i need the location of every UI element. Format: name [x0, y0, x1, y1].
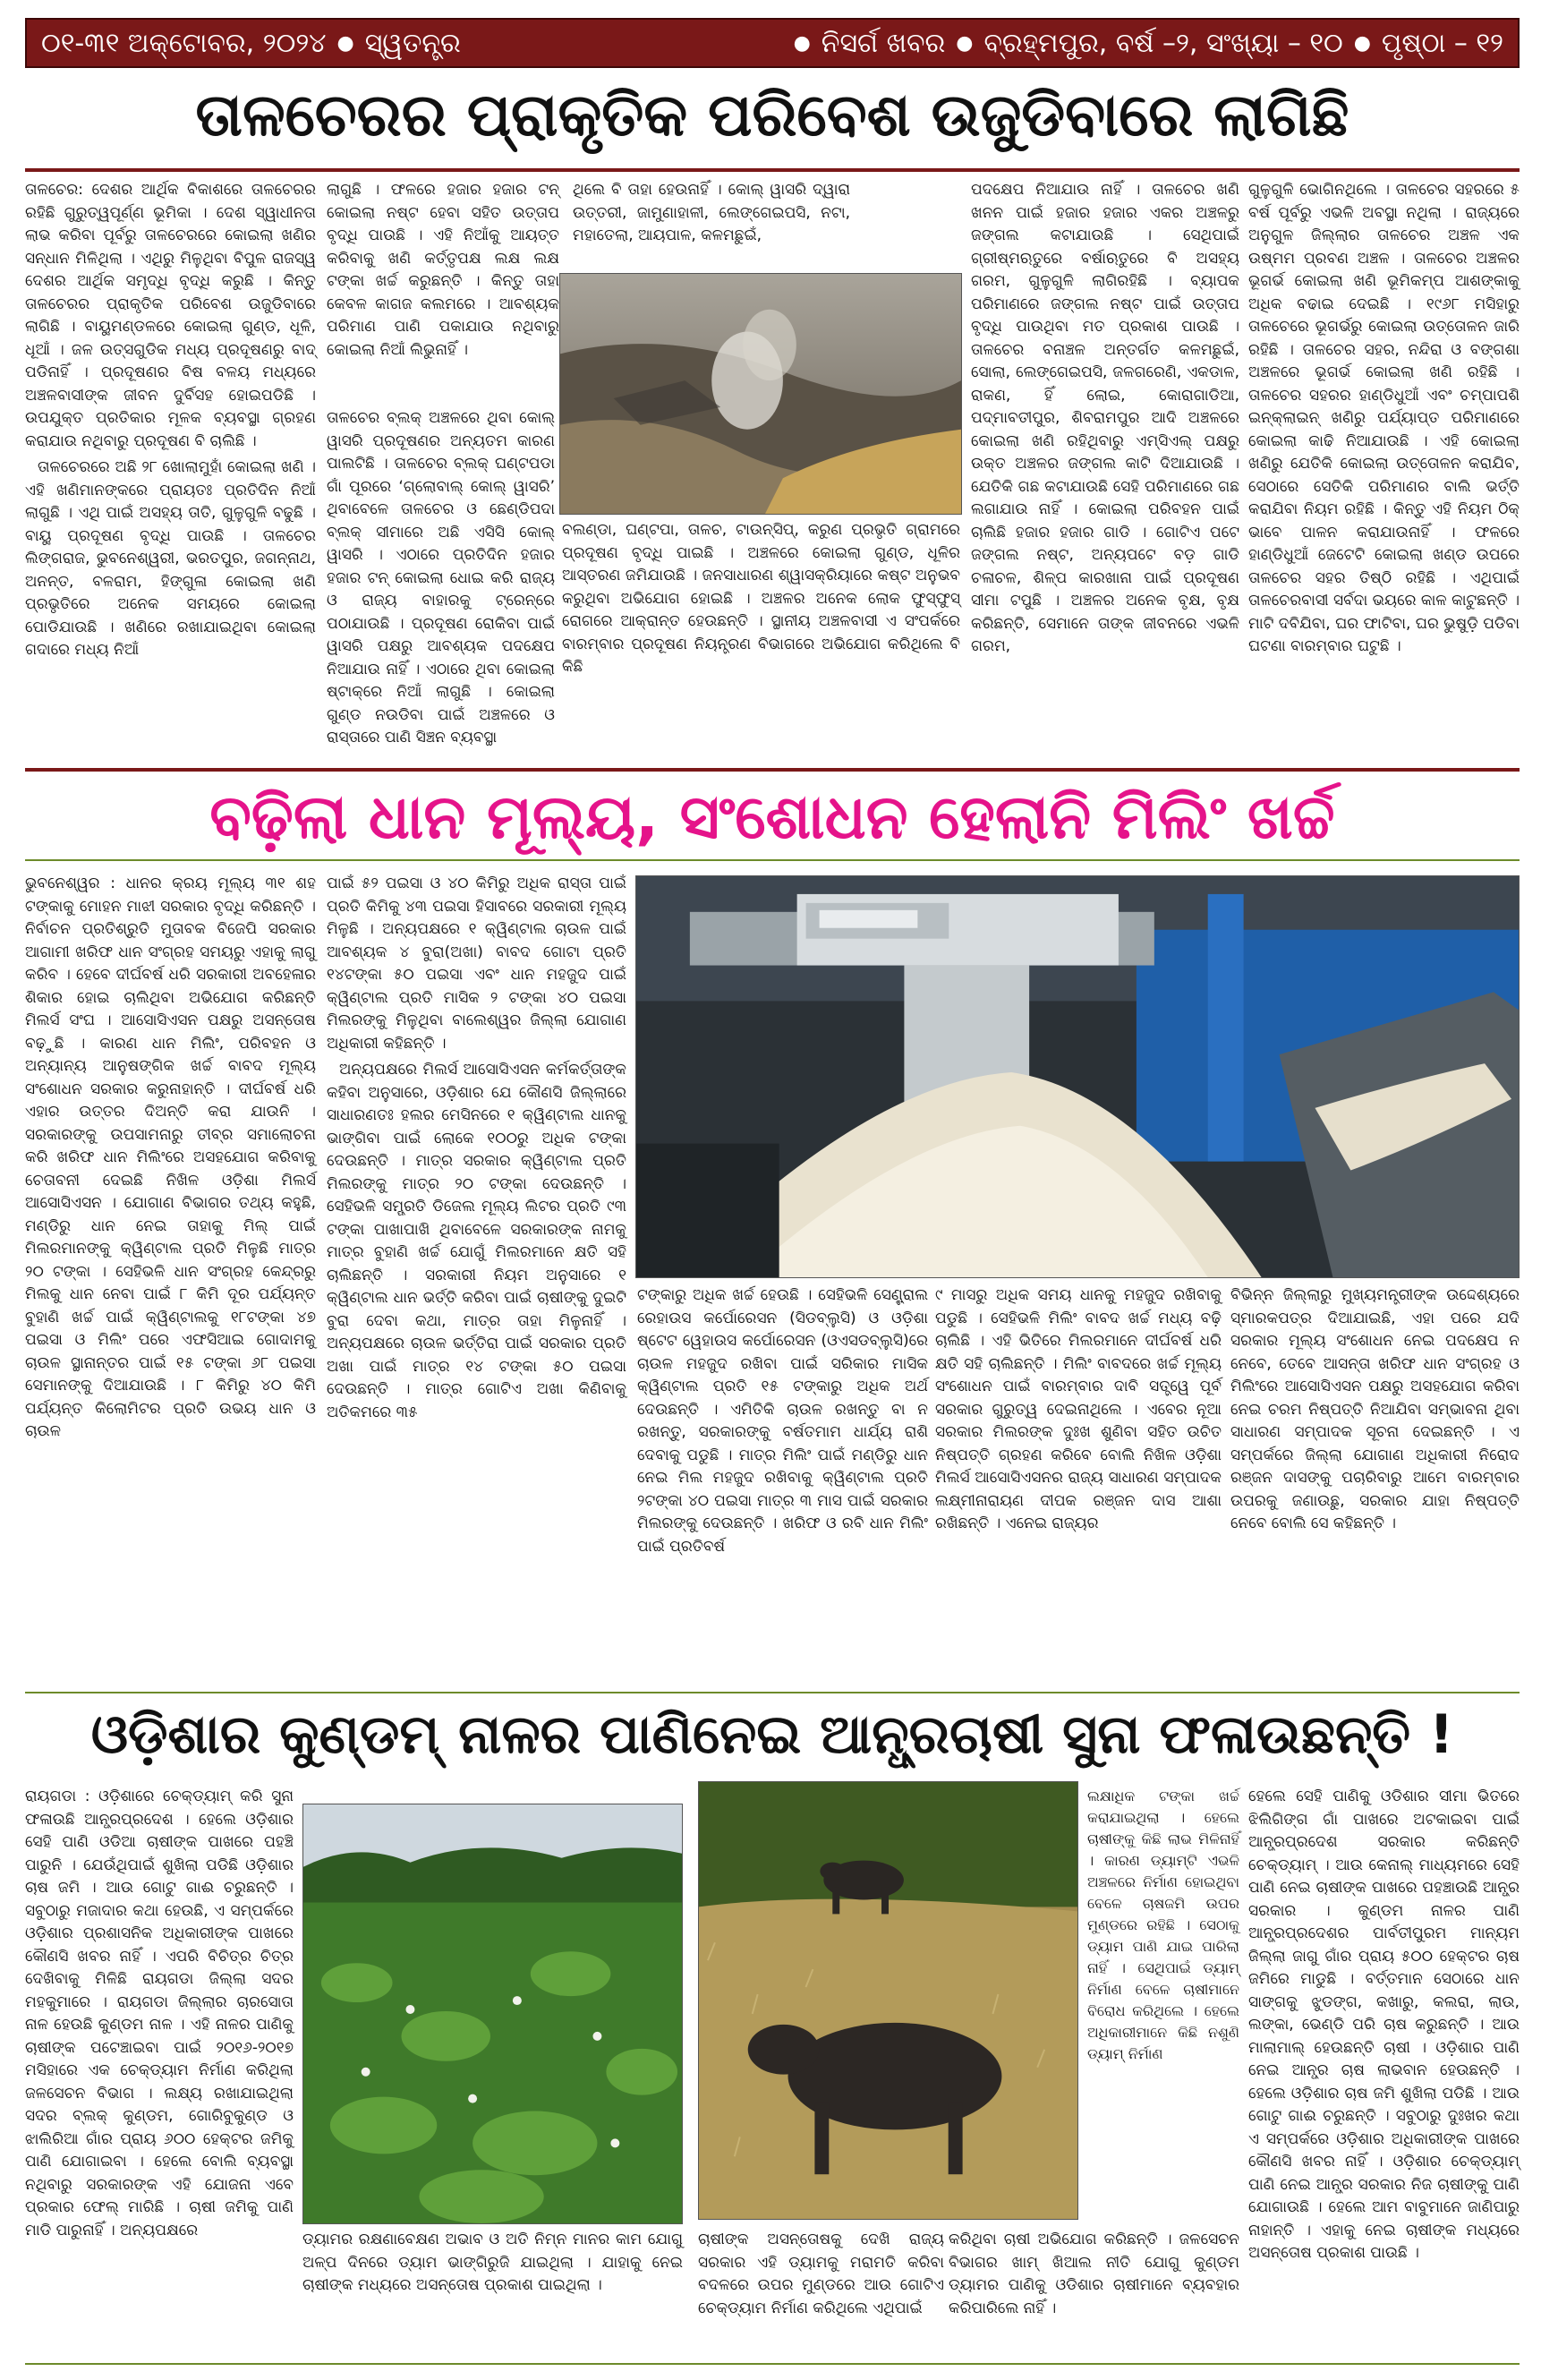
story2-paragraph: ବିଭିନ୍ନ ଜିଲ୍ଲାରୁ ମୁଖ୍ୟମନ୍ତ୍ରୀଙ୍କ ଉଦ୍ଦେଶ୍ୟରେ ସ୍ମାରକପତ୍ର ଦିଆଯାଇଛି, ଏହା ପରେ ଯଦି ସରକାର ମୂଲ୍ୟ ସଂଶୋଧନ ନେଇ ପଦକ୍ଷେପ ନ ନେବେ, ତେବେ ଆସନ୍ତା ଖରିଫ ଧାନ ସଂଗ୍ରହ ଓ ମିଲିଂରେ ଆସୋସିଏସନ ପକ୍ଷରୁ ଅସହଯୋଗ କରିବା ନେଇ ଚରମ ନିଷ୍ପତ୍ତି ନିଆଯିବା ସମ୍ଭାବନା ଥିବା ସାଧାରଣ ସମ୍ପାଦକ ସୂଚନା ଦେଇଛନ୍ତି । ଏ ସମ୍ପର୍କରେ ଜିଲ୍ଲା ଯୋଗାଣ ଅଧିକାରୀ ନିରୋଦ ରଞ୍ଜନ ଦାସଙ୍କୁ ପଚାରିବାରୁ ଆମେ ବାରମ୍ବାର ଉପରକୁ ଜଣାଉଛୁ, ସରକାର ଯାହା ନିଷ୍ପତ୍ତି ନେବେ ବୋଲି ସେ କହିଛନ୍ତି ।: [1230, 1286, 1520, 1532]
story1-paragraph: ଲାଗୁଛି । ଫଳରେ ହଜାର ହଜାର ଟନ୍ କୋଇଲା ନଷ୍ଟ ହେବା ସହିତ ଉତ୍ତାପ ବୃଦ୍ଧି ପାଉଛି । ଏହି ନିଆଁକୁ ଆୟତ୍ତ କରିବାକୁ ଖଣି କର୍ତ୍ତୃପକ୍ଷ ଲକ୍ଷ ଲକ୍ଷ ଟଙ୍କା ଖର୍ଚ୍ଚ କରୁଛନ୍ତି । କିନ୍ତୁ ତାହା କେବଳ କାଗଜ କଲମରେ । ଆବଶ୍ୟକ ପରିମାଣ ପାଣି ପକାଯାଉ ନଥିବାରୁ କୋଇଲା ନିଆଁ ଲିଭୁନାହିଁ ।: [327, 181, 559, 359]
issue-date: ୦୧-୩୧ ଅକ୍ଟୋବର, ୨୦୨୪: [41, 27, 327, 59]
place-volume: ବ୍ରହ୍ମପୁର, ବର୍ଷ –୨, ସଂଖ୍ୟା – ୧୦: [983, 27, 1343, 59]
story3-headline: ଓଡ଼ିଶାର କୁଣ୍ଡମ୍ ନାଳର ପାଣିନେଇ ଆନ୍ଧ୍ରଚାଷୀ ସୁନା ଫଳାଉଛନ୍ତି !: [90, 1703, 1454, 1766]
story2-column-1: [25, 873, 316, 1683]
story1-column-5: [1248, 179, 1520, 761]
bullet-icon: ●: [793, 31, 811, 55]
story1-top-rule: [25, 168, 1520, 172]
newspaper-name: ନିସର୍ଗ ଖବର: [821, 27, 946, 59]
story1-paragraph: ତାଳଚେର ବ୍ଲକ୍ ଅଞ୍ଚଳରେ ଥିବା କୋଲ୍ ୱାସରି ପ୍ରଦୂଷଣର ଅନ୍ୟତମ କାରଣ ପାଲଟିଛି । ତାଳଚେର ବ୍ଲକ୍ ଘଣ୍ଟପଡା ଗାଁ ପୂରରେ ‘ଗ୍ଲୋବାଲ୍ କୋଲ୍ ୱାସରି’ ଥିବାବେଳେ ତାଳଚେର ଓ ଛେଣ୍ଡିପଦା ବ୍ଲକ୍ ସୀମାରେ ଅଛି ଏସିସି କୋଲ୍ ୱାସରି । ଏଠାରେ ପ୍ରତିଦିନ ହଜାର ହଜାର ଟନ୍ କୋଇଲା ଧୋଇ କରି ରାଜ୍ୟ ଓ ରାଜ୍ୟ ବାହାରକୁ ଟ୍ରେନ୍‌ରେ ପଠାଯାଉଛି । ପ୍ରଦୂଷଣ ରୋକିବା ପାଇଁ ୱାସରି ପକ୍ଷରୁ ଆବଶ୍ୟକ ପଦକ୍ଷେପ ନିଆଯାଉ ନାହିଁ । ଏଠାରେ ଥିବା କୋଇଲା ଷ୍ଟାକ୍‌ରେ ନିଆଁ ଲାଗୁଛି । କୋଇଲା ଗୁଣ୍ଡ ନଉଡିବା ପାଇଁ ଅଞ୍ଚଳରେ ଓ ରାସ୍ତାରେ ପାଣି ସିଞ୍ଚନ ବ୍ୟବସ୍ଥା: [327, 409, 555, 746]
story3-paragraph: ଚାଷୀଙ୍କ ଅସନ୍ତୋଷକୁ ଦେଖି ରାଜ୍ୟ ସରକାର ଏହି ଡ୍ୟାମକୁ ମରାମତି କରିବା ବଦଳରେ ଉପର ମୁଣ୍ଡରେ ଆଉ ଗୋଟିଏ ଚେକ୍‌ଡ୍ୟାମ ନିର୍ମାଣ କରିଥିଲେ ଏଥିପାଇଁ: [698, 2231, 944, 2317]
story3-column-4: [949, 2229, 1239, 2354]
story2-column-5: [1230, 1284, 1520, 1683]
story3-column-2: [302, 2229, 683, 2354]
story1-paragraph: ଥିଲେ ବି ତାହା ହେଉନାହିଁ । କୋଲ୍ ୱାସରି ଦ୍ୱାରା ଉତ୍ତରୀ, ଜାମୁଣାହାଳୀ, ଲେଙ୍ଗେଇପସି, ନଟା, ମହାତେଲା, ଆୟପାଳ, କଳମଛୁଇଁ,: [573, 181, 850, 244]
story2-headline: ବଢ଼ିଲା ଧାନ ମୂଲ୍ୟ, ସଂଶୋଧନ ହେଲାନି ମିଲିଂ ଖର୍ଚ୍ଚ: [209, 782, 1335, 853]
page-number: ପୃଷ୍ଠା – ୧୨: [1381, 27, 1503, 59]
story1-column-3b: [562, 519, 960, 761]
story3-top-rule: [25, 1692, 1520, 1693]
page-bottom-rule: [25, 2363, 1520, 2365]
bullet-icon: ●: [1353, 31, 1371, 55]
story2-paragraph: ପାଇଁ ୫୨ ପଇସା ଓ ୪୦ କିମିରୁ ଅଧିକ ରାସ୍ତା ପାଇଁ ପ୍ରତି କିମିକୁ ୪୩ ପଇସା ହିସାବରେ ସରକାରୀ ମୂଲ୍ୟ ମିଳୁଛି । ଅନ୍ୟପକ୍ଷରେ ୧ କ୍ୱିଣ୍ଟାଲ ଚାଉଳ ପାଇଁ ଆବଶ୍ୟକ ୪ ବୁରା(ଅଖା) ବାବଦ ଗୋଟା ପ୍ରତି ୧୪ଟଙ୍କା ୫୦ ପଇସା ଏବଂ ଧାନ ମହଜୁଦ ପାଇଁ କ୍ୱିଣ୍ଟାଲ ପ୍ରତି ମାସିକ ୨ ଟଙ୍କା ୪୦ ପଇସା ମିଲରଙ୍କୁ ମିଳୁଥିବା ବାଲେଶ୍ୱର ଜିଲ୍ଲା ଯୋଗାଣ ଅଧିକାରୀ କହିଛନ୍ତି ।: [327, 874, 626, 1053]
story1-column-3a: [573, 179, 850, 273]
vegetable-field-photo: [302, 1804, 683, 2224]
story2-paragraph: ଅନ୍ୟପକ୍ଷରେ ମିଲର୍ସ ଆସୋସିଏସନ କର୍ମକର୍ତ୍ତାଙ୍କ କହିବା ଅନୁସାରେ, ଓଡ଼ିଶାର ଯେ କୌଣସି ଜିଲ୍ଲାରେ ସାଧାରଣତଃ ହଲର ମେସିନରେ ୧ କ୍ୱିଣ୍ଟାଲ ଧାନକୁ ଭାଙ୍ଗିବା ପାଇଁ ଲୋକେ ୧୦୦ରୁ ଅଧିକ ଟଙ୍କା ଦେଉଛନ୍ତି । ମାତ୍ର ସରକାର କ୍ୱିଣ୍ଟାଲ ପ୍ରତି ମିଲରଙ୍କୁ ମାତ୍ର ୨୦ ଟଙ୍କା ଦେଉଛନ୍ତି । ସେହିଭଳି ସମ୍ପ୍ରତି ଡିଜେଲ ମୂଲ୍ୟ ଲିଟର ପ୍ରତି ୯୩ ଟଙ୍କା ପାଖାପାଖି ଥିବାବେଳେ ସରକାରଙ୍କ ନାମକୁ ମାତ୍ର ବୁହାଣି ଖର୍ଚ୍ଚ ଯୋଗୁଁ ମିଲରମାନେ କ୍ଷତି ସହି ଚାଲିଛନ୍ତି । ସରକାରୀ ନିୟମ ଅନୁସାରେ ୧ କ୍ୱିଣ୍ଟାଲ ଧାନ ଭର୍ତ୍ତି କରିବା ପାଇଁ ଚାଷୀଙ୍କୁ ଦୁଇଟି ବୁରା ଦେବା କଥା, ମାତ୍ର ତାହା ମିଳୁନାହିଁ । ଅନ୍ୟପକ୍ଷରେ ଚାଉଳ ଭର୍ତ୍ତିରା ପାଇଁ ସରକାର ପ୍ରତି ଅଖା ପାଇଁ ମାତ୍ର ୧୪ ଟଙ୍କା ୫୦ ପଇସା ଦେଉଛନ୍ତି । ମାତ୍ର ଗୋଟିଏ ଅଖା କିଣିବାକୁ ଅତିକମରେ ୩୫: [327, 1061, 626, 1421]
story1-headline: ତାଳଚେରର ପ୍ରାକୃତିକ ପରିବେଶ ଉଜୁଡିବାରେ ଲାଗିଛି: [195, 81, 1349, 149]
story1-paragraph: ପଦକ୍ଷେପ ନିଆଯାଉ ନାହିଁ । ତାଳଚେର ଖଣି ଖନନ ପାଇଁ ହଜାର ହଜାର ଏକର ଅଞ୍ଚଳରୁ ଜଙ୍ଗଲ କଟାଯାଉଛି । ସେଥିପାଇଁ ଗ୍ରୀଷ୍ମଋତୁରେ ବର୍ଷାଋତୁରେ ବି ଅସହ୍ୟ ଗରମ, ଗୁଳୁଗୁଳି ଲାଗିରହିଛି । ବ୍ୟାପକ ପରିମାଣରେ ଜଙ୍ଗଲ ନଷ୍ଟ ପାଇଁ ଉତ୍ତାପ ବୃଦ୍ଧି ପାଉଥିବା ମତ ପ୍ରକାଶ ପାଉଛି । ତାଳଚେର ବନାଞ୍ଚଳ ଅନ୍ତର୍ଗତ କଳମଛୁଇଁ, ସୋଲା, ଲେଙ୍ଗେଇପସି, ଜଳଗରେଣି, ଏକଡାଳ, ରାକଣ, ହିଁ ଲୋଇ, କୋରାଗାଡିଆ, ପଦ୍ମାବତୀପୁର, ଶିବରାମପୁର ଆଦି ଅଞ୍ଚଳରେ କୋଇଲା ଖଣି ରହିଥିବାରୁ ଏମ୍‌ସିଏଲ୍ ପକ୍ଷରୁ ଉକ୍ତ ଅଞ୍ଚଳର ଜଙ୍ଗଲ କାଟି ଦିଆଯାଉଛି । ଯେତିକି ଗଛ କଟାଯାଉଛି ସେହି ପରିମାଣରେ ଗଛ ଲଗାଯାଉ ନାହିଁ । କୋଇଲା ପରିବହନ ପାଇଁ ଚାଲିଛି ହଜାର ହଜାର ଗାଡି । ଗୋଟିଏ ପଟେ ଜଙ୍ଗଲ ନଷ୍ଟ, ଅନ୍ୟପଟେ ବଡ଼ ଗାଡି ଚଳାଚଳ, ଶିଳ୍ପ କାରଖାନା ପାଇଁ ପ୍ରଦୂଷଣ ସୀମା ଟପୁଛି । ଅଞ୍ଚଳର ଅନେକ ବୃକ୍ଷ, ବୃକ୍ଷ କରିଛନ୍ତି, ସେମାନେ ତାଙ୍କ ଜୀବନରେ ଏଭଳି ଗରମ,: [971, 181, 1239, 655]
story3-column-3: [698, 2229, 944, 2354]
story2-paragraph: ୯ ମାସରୁ ଅଧିକ ସମୟ ଧାନକୁ ମହଜୁଦ ରଖିବାକୁ ପଡୁଛି । ସେହିଭଳି ମିଲିଂ ବାବଦ ଖର୍ଚ୍ଚ ମଧ୍ୟ ବଢ଼ି ଚାଲିଛି । ଏହି ଭିତିରେ ମିଲରମାନେ ଦୀର୍ଘବର୍ଷ ଧରି କ୍ଷତି ସହି ଚାଲିଛନ୍ତି । ମିଲିଂ ବାବଦରେ ଖର୍ଚ୍ଚ ମୂଲ୍ୟ ସଂଶୋଧନ ପାଇଁ ବାରମ୍ବାର ଦାବି ସତ୍ତ୍ୱେ ପୂର୍ବ ସରକାର ଗୁରୁତ୍ୱ ଦେଇନାଥିଲେ । ଏବେର ନୂଆ ସରକାର ମିଲରଙ୍କ ଦୁଃଖ ଶୁଣିବା ସହିତ ଉଚିତ ନିଷ୍ପତ୍ତି ଗ୍ରହଣ କରିବେ ବୋଲି ନିଖିଳ ଓଡ଼ିଶା ମିଲର୍ସ ଆସୋସିଏସନର ରାଜ୍ୟ ସାଧାରଣ ସମ୍ପାଦକ ଲକ୍ଷ୍ମୀନାରାୟଣ ଦୀପକ ରଞ୍ଜନ ଦାସ ଆଶା ରଖିଛନ୍ତି । ଏନେଇ ରାଜ୍ୟର: [935, 1286, 1222, 1532]
story1-column-1: [25, 179, 316, 761]
story3-paragraph: ଲକ୍ଷାଧିକ ଟଙ୍କା ଖର୍ଚ୍ଚ କରାଯାଇଥିଲା । ହେଲେ ଚାଷୀଙ୍କୁ କିଛି ଲାଭ ମିଳିନାହିଁ । କାରଣ ଡ୍ୟାମ୍‌ଟି ଏଭଳି ଅଞ୍ଚଳରେ ନିର୍ମାଣ ହୋଇଥିବା ବେଳେ ଚାଷଜମି ଉପର ମୁଣ୍ଡରେ ରହିଛି । ସେଠାକୁ ଡ୍ୟାମ ପାଣି ଯାଇ ପାରିଲା ନାହିଁ । ସେଥିପାଇଁ ଡ୍ୟାମ୍ ନିର୍ମାଣ ବେଳେ ଚାଷୀମାନେ ବିରୋଧ କରିଥିଲେ । ହେଲେ ଅଧିକାରୀମାନେ କିଛି ନଶୁଣି ଡ୍ୟାମ୍ ନିର୍ମାଣ: [1087, 1787, 1239, 2062]
story3-paragraph: ଡ୍ୟାମର ରକ୍ଷଣାବେକ୍ଷଣ ଅଭାବ ଓ ଅତି ନିମ୍ନ ମାନର କାମ ଯୋଗୁ ଅଳ୍ପ ଦିନରେ ଡ୍ୟାମ ଭାଙ୍ଗିରୁଜି ଯାଇଥିଲା । ଯାହାକୁ ନେଇ ଚାଷୀଙ୍କ ମଧ୍ୟରେ ଅସନ୍ତୋଷ ପ୍ରକାଶ ପାଇଥିଲା ।: [302, 2231, 683, 2294]
rice-mill-photo: [635, 875, 1520, 1278]
story2-divider: [25, 859, 1520, 861]
story2-paragraph: ଭୁବନେଶ୍ୱର : ଧାନର କ୍ରୟ ମୂଲ୍ୟ ୩୧ ଶହ ଟଙ୍କାକୁ ମୋହନ ମାଝୀ ସରକାର ବୃଦ୍ଧି କରିଛନ୍ତି । ନିର୍ବାଚନ ପ୍ରତିଶ୍ରୁତି ମୁତାବକ ବିଜେପି ସରକାର ଆଗାମୀ ଖରିଫ ଧାନ ସଂଗ୍ରହ ସମୟରୁ ଏହାକୁ ଲାଗୁ କରିବ । ହେବେ ଦୀର୍ଘବର୍ଷ ଧରି ସରକାରୀ ଅବହେଳାର ଶିକାର ହୋଇ ଚାଲିଥିବା ଅଭିଯୋଗ କରିଛନ୍ତି ମିଲର୍ସ ସଂଘ । ଆସୋସିଏସନ ପକ୍ଷରୁ ଅସନ୍ତୋଷ ବଢ଼ୁଛି । କାରଣ ଧାନ ମିଲିଂ, ପରିବହନ ଓ ଅନ୍ୟାନ୍ୟ ଆନୁଷଙ୍ଗିକ ଖର୍ଚ୍ଚ ବାବଦ ମୂଲ୍ୟ ସଂଶୋଧନ ସରକାର କରୁନାହାନ୍ତି । ଦୀର୍ଘବର୍ଷ ଧରି ଏହାର ଉତ୍ତର ଦିଅନ୍ତି କରା ଯାଉନି । ସରକାରଙ୍କୁ ଉପସାମନାରୁ ତୀବ୍ର ସମାଲୋଚନା କରି ଖରିଫ ଧାନ ମିଲିଂରେ ଅସହଯୋଗ କରିବାକୁ ଚେତାବନୀ ଦେଇଛି ନିଖିଳ ଓଡ଼ିଶା ମିଲର୍ସ ଆସୋସିଏସନ । ଯୋଗାଣ ବିଭାଗର ତଥ୍ୟ କହୁଛି, ମଣ୍ଡିରୁ ଧାନ ନେଇ ତାହାକୁ ମିଲ୍ ପାଇଁ ମିଲରମାନଙ୍କୁ କ୍ୱିଣ୍ଟାଲ ପ୍ରତି ମିଳୁଛି ମାତ୍ର ୨୦ ଟଙ୍କା । ସେହିଭଳି ଧାନ ସଂଗ୍ରହ କେନ୍ଦ୍ରରୁ ମିଲକୁ ଧାନ ନେବା ପାଇଁ ୮ କିମି ଦୂର ପର୍ଯ୍ୟନ୍ତ ବୁହାଣି ଖର୍ଚ୍ଚ ପାଇଁ କ୍ୱିଣ୍ଟାଲକୁ ୧୮ଟଙ୍କା ୪୭ ପଇସା ଓ ମିଲିଂ ପରେ ଏଫସିଆଇ ଗୋଦାମକୁ ଚାଉଳ ସ୍ଥାନାନ୍ତର ପାଇଁ ୧୫ ଟଙ୍କା ୬୮ ପଇସା ସେମାନଙ୍କୁ ଦିଆଯାଉଛି । ୮ କିମିରୁ ୪୦ କିମି ପର୍ଯ୍ୟନ୍ତ କିଲୋମିଟର ପ୍ରତି ଉଭୟ ଧାନ ଓ ଚାଉଳ: [25, 874, 316, 1440]
story3-paragraph: ହେଲେ ସେହି ପାଣିକୁ ଓଡିଶାର ସୀମା ଭିତରେ ଝିଲିଗିଙ୍ଗ ଗାଁ ପାଖରେ ଅଟକାଇବା ପାଇଁ ଆନ୍ଧ୍ରପ୍ରଦେଶ ସରକାର କରିଛନ୍ତି ଚେକ୍‌ଡ୍ୟାମ୍ । ଆଉ କେନାଲ୍ ମାଧ୍ୟମରେ ସେହି ପାଣି ନେଇ ଚାଷୀଙ୍କ ପାଖରେ ପହଞ୍ଚାଉଛି ଆନ୍ଧ୍ର ସରକାର । କୁଣ୍ଡମ ନାଳର ପାଣି ଆନ୍ଧ୍ରପ୍ରଦେଶର ପାର୍ବତୀପୁରମ ମାନ୍ୟମ ଜିଲ୍ଲା ଜାଗୁ ଗାଁର ପ୍ରାୟ ୫୦୦ ହେକ୍ଟର ଚାଷ ଜମିରେ ମାଡୁଛି । ବର୍ତ୍ତମାନ ସେଠାରେ ଧାନ ସାଙ୍ଗକୁ ଝୁଡଙ୍ଗ, କଖାରୁ, କଲରା, ଲାଉ, ଲଙ୍କା, ଭେଣ୍ଡି ପରି ଚାଷ କରୁଛନ୍ତି । ଆଉ ମାଲାମାଲ୍ ହେଉଛନ୍ତି ଚାଷୀ । ଓଡ଼ିଶାର ପାଣି ନେଇ ଆନ୍ଧ୍ର ଚାଷ ଲାଭବାନ ହେଉଛନ୍ତି । ହେଲେ ଓଡ଼ିଶାର ଚାଷ ଜମି ଶୁଖିଲା ପଡିଛି । ଆଉ ଗୋଟୁ ଗାଈ ଚରୁଛନ୍ତି । ସବୁଠାରୁ ଦୁଃଖର କଥା ଏ ସମ୍ପର୍କରେ ଓଡ଼ିଶାର ଅଧିକାରୀଙ୍କ ପାଖରେ କୌଣସି ଖବର ନାହିଁ । ଓଡ଼ିଶାର ଚେକ୍‌ଡ୍ୟାମ୍ ପାଣି ନେଇ ଆନ୍ଧ୍ର ସରକାର ନିଜ ଚାଷୀଙ୍କୁ ପାଣି ଯୋଗାଉଛି । ହେଲେ ଆମ ବାବୁମାନେ ଜାଣିପାରୁ ନାହାନ୍ତି । ଏହାକୁ ନେଇ ଚାଷୀଙ୍କ ମଧ୍ୟରେ ଅସନ୍ତୋଷ ପ୍ରକାଶ ପାଉଛି ।: [1248, 1787, 1520, 2262]
story2-paragraph: ଟଙ୍କାରୁ ଅଧିକ ଖର୍ଚ୍ଚ ହେଉଛି । ସେହିଭଳି ସେଣ୍ଟ୍ରାଲ ରେହାଉସ କର୍ପୋରେସନ (ସିଡବ୍ଲୁସି) ଓ ଓଡ଼ିଶା ଷ୍ଟେଟ ୱେହାଉସ କର୍ପୋରେସନ (ଓଏସଡବ୍ଲୁସି)ରେ ଚାଉଳ ମହଜୁଦ ରଖିବା ପାଇଁ ସରିକାର ମାସିକ କ୍ୱିଣ୍ଟାଲ ପ୍ରତି ୧୫ ଟଙ୍କାରୁ ଅଧିକ ଅର୍ଥ ଦେଉଛନ୍ତି । ଏମିତିକି ଚାଉଳ ରଖନ୍ତୁ ବା ନ ରଖନ୍ତୁ, ସରକାରଙ୍କୁ ବର୍ଷତମାମ ଧାର୍ଯ୍ୟ ରାଶି ଦେବାକୁ ପଡୁଛି । ମାତ୍ର ମିଲିଂ ପାଇଁ ମଣ୍ଡିରୁ ଧାନ ନେଇ ମିଲ ମହଜୁଦ ରଖିବାକୁ କ୍ୱିଣ୍ଟାଲ ପ୍ରତି ୨ଟଙ୍କା ୪୦ ପଇସା ମାତ୍ର ୩ ମାସ ପାଇଁ ସରକାର ମିଲରଙ୍କୁ ଦେଉଛନ୍ତି । ଖରିଫ ଓ ରବି ଧାନ ମିଲିଂ ପାଇଁ ପ୍ରତିବର୍ଷ: [637, 1286, 928, 1556]
story1-paragraph: ତାଳଚେର: ଦେଶର ଆର୍ଥିକ ବିକାଶରେ ତାଳଚେରର ରହିଛି ଗୁରୁତ୍ୱପୂର୍ଣ୍ଣ ଭୂମିକା । ଦେଶ ସ୍ୱାଧୀନତା ଲାଭ କରିବା ପୂର୍ବରୁ ତାଳଚେରରେ କୋଇଲା ଖଣିର ସନ୍ଧାନ ମିଳିଥିଲା । ଏଥିରୁ ମିଳୁଥିବା ବିପୁଳ ରାଜସ୍ୱ ଦେଶର ଆର୍ଥିକ ସମୃଦ୍ଧି ବୃଦ୍ଧି କରୁଛି । କିନ୍ତୁ ତାଳଚେରର ପ୍ରାକୃତିକ ପରିବେଶ ଉଜୁଡିବାରେ ଲାଗିଛି । ବାୟୁମଣ୍ଡଳରେ କୋଇଲା ଗୁଣ୍ଡ, ଧୂଳି, ଧୂଆଁ । ଜଳ ଉତ୍ସଗୁଡିକ ମଧ୍ୟ ପ୍ରଦୂଷଣରୁ ବାଦ୍ ପଡିନାହିଁ । ପ୍ରଦୂଷଣର ବିଷ ବଳୟ ମଧ୍ୟରେ ଅଞ୍ଚଳବାସୀଙ୍କ ଜୀବନ ଦୁର୍ବିସହ ହୋଇପଡିଛି । ଉପଯୁକ୍ତ ପ୍ରତିକାର ମୂଳକ ବ୍ୟବସ୍ଥା ଗ୍ରହଣ କରାଯାଉ ନଥିବାରୁ ପ୍ରଦୂଷଣ ବି ଚାଲିଛି ।: [25, 181, 316, 450]
story1-column-2c: [327, 407, 555, 761]
story1-paragraph: ତାଳଚେରରେ ଅଛି ୨୮ ଖୋଲାମୁହାଁ କୋଇଲା ଖଣି । ଏହି ଖଣିମାନଙ୍କରେ ପ୍ରାୟତଃ ପ୍ରତିଦିନ ନିଆଁ ଲାଗୁଛି । ଏଥି ପାଇଁ ଅସହ୍ୟ ତାତି, ଗୁଳୁଗୁଳି ବଢୁଛି । ବାୟୁ ପ୍ରଦୂଷଣ ବୃଦ୍ଧି ପାଉଛି । ତାଳଚେର ଲିଙ୍ଗରାଜ, ଭୁବନେଶ୍ୱରୀ, ଭରତପୁର, ଜଗନ୍ନାଥ, ଅନନ୍ତ, ବଳରାମ, ହିଙ୍ଗୁଳା କୋଇଲା ଖଣି ପ୍ରଭୃତିରେ ଅନେକ ସମୟରେ କୋଇଲା ପୋଡିଯାଉଛି । ଖଣିରେ ରଖାଯାଇଥିବା କୋଇଲା ଗଦାରେ ମଧ୍ୟ ନିଆଁ: [25, 458, 316, 659]
story2-top-rule: [25, 768, 1520, 772]
story3-column-1: [25, 1786, 294, 2354]
story2-column-4: [935, 1284, 1222, 1683]
story3-paragraph: କରିଥିବା ଚାଷୀ ଅଭିଯୋଗ କରିଛନ୍ତି । ଜଳସେଚନ ବିଭାଗର ଖାମ୍ ଖିଆଲ ନୀତି ଯୋଗୁ କୁଣ୍ଡମ ଡ୍ୟାମର ପାଣିକୁ ଓଡିଶାର ଚାଷୀମାନେ ବ୍ୟବହାର କରିପାରିଲେ ନାହିଁ ।: [949, 2231, 1239, 2317]
bullet-icon: ●: [336, 31, 354, 55]
story2-column-3: [637, 1284, 928, 1683]
story1-column-2b: [327, 273, 555, 389]
story2-column-2: [327, 873, 626, 1683]
story3-column-5: [1248, 1786, 1520, 2354]
story3-paragraph: ରାୟଗଡା : ଓଡ଼ିଶାରେ ଚେକ୍‌ଡ୍ୟାମ୍ କରି ସୁନା ଫଳାଉଛି ଆନ୍ଧ୍ରପ୍ରଦେଶ । ହେଲେ ଓଡ଼ିଶାର ସେହି ପାଣି ଓଡିଆ ଚାଷୀଙ୍କ ପାଖରେ ପହଞ୍ଚି ପାରୁନି । ଯେଉଁଥିପାଇଁ ଶୁଖିଲା ପଡିଛି ଓଡ଼ିଶାର ଚାଷ ଜମି । ଆଉ ଗୋଟୁ ଗାଈ ଚରୁଛନ୍ତି । ସବୁଠାରୁ ମଜାଦାର କଥା ହେଉଛି, ଏ ସମ୍ପର୍କରେ ଓଡ଼ିଶାର ପ୍ରଶାସନିକ ଅଧିକାରୀଙ୍କ ପାଖରେ କୌଣସି ଖବର ନାହିଁ । ଏପରି ବିଚିତ୍ର ଚିତ୍ର ଦେଖିବାକୁ ମିଳିଛି ରାୟଗଡା ଜିଲ୍ଲା ସଦର ମହକୁମାରେ । ରାୟଗଡା ଜିଲ୍ଲାର ଚାରସୋତା ନାଳ ହେଉଛି କୁଣ୍ଡମ ନାଳ । ଏହି ନାଳର ପାଣିକୁ ଚାଷୀଙ୍କ ପଟେଞ୍ଚାଇବା ପାଇଁ ୨୦୧୬-୨୦୧୭ ମସିହାରେ ଏକ ଚେକ୍‌ଡ୍ୟାମ ନିର୍ମାଣ କରିଥିଲା ଜଳସେଚନ ବିଭାଗ । ଲକ୍ଷ୍ୟ ରଖାଯାଇଥିଲା ସଦର ବ୍ଲକ୍ କୁଣ୍ଡମ, ଗୋରିବୁକୁଣ୍ଡ ଓ ଝାଲିରିଆ ଗାଁର ପ୍ରାୟ ୬୦୦ ହେକ୍ଟର ଜମିକୁ ପାଣି ଯୋଗାଇବା । ହେଲେ ବୋଲି ବ୍ୟବସ୍ଥା ନଥିବାରୁ ସରକାରଙ୍କ ଏହି ଯୋଜନା ଏବେ ପ୍ରକାର ଫେଲ୍ ମାରିଛି । ଚାଷୀ ଜମିକୁ ପାଣି ମାଡି ପାରୁନାହିଁ । ଅନ୍ୟପକ୍ଷରେ: [25, 1787, 294, 2239]
edition-label: ସ୍ୱତନ୍ତ୍ର: [364, 27, 461, 59]
story1-paragraph: ବଲଣ୍ଡା, ଘଣ୍ଟପା, ତାଳଚ, ଟାଉନ୍‌ସିପ୍, କରୁଣ ପ୍ରଭୃତି ଗ୍ରାମରେ ପ୍ରଦୂଷଣ ବୃଦ୍ଧି ପାଇଛି । ଅଞ୍ଚଳରେ କୋଇଲା ଗୁଣ୍ଡ, ଧୂଳିର ଆସ୍ତରଣ ଜମିଯାଉଛି । ଜନସାଧାରଣ ଶ୍ୱାସକ୍ରିୟାରେ କଷ୍ଟ ଅନୁଭବ କରୁଥିବା ଅଭିଯୋଗ ହୋଇଛି । ଅଞ୍ଚଳର ଅନେକ ଲୋକ ଫୁସ୍‌ଫୁସ୍ ରୋଗରେ ଆକ୍ରାନ୍ତ ହେଉଛନ୍ତି । ସ୍ଥାନୀୟ ଅଞ୍ଚଳବାସୀ ଏ ସଂପର୍କରେ ବାରମ୍ବାର ପ୍ରଦୂଷଣ ନିୟନ୍ତ୍ରଣ ବିଭାଗରେ ଅଭିଯୋଗ କରିଥିଲେ ବି କିଛି: [562, 521, 960, 676]
story1-paragraph: ଗୁଳୁଗୁଳି ଭୋଗିନଥିଲେ । ତାଳଚେର ସହରରେ ୫ ବର୍ଷ ପୂର୍ବରୁ ଏଭଳି ଅବସ୍ଥା ନଥିଲା । ରାଜ୍ୟରେ ଅନୁଗୁଳ ଜିଲ୍ଲାର ତାଳଚେର ଅଞ୍ଚଳ ଏକ ଉଷ୍ମମ ପ୍ରବଣ ଅଞ୍ଚଳ । ତାଳଚେର ଅଞ୍ଚଳର ଭୂଗର୍ଭ କୋଇଲା ଖଣି ଭୂମିକମ୍ପ ଆଶଙ୍କାକୁ ଅଧିକ ବଢାଇ ଦେଇଛି । ୧୯୬୮ ମସିହାରୁ ତାଳଚେରେ ଭୂଗର୍ଭରୁ କୋଇଲା ଉତ୍ତୋଳନ ଜାରି ରହିଛି । ତାଳଚେର ସହର, ନନ୍ଦିରା ଓ ବଙ୍ଗଶା ଅଞ୍ଚଳରେ ଭୂଗର୍ଭ କୋଇଲା ଖଣି ରହିଛି । ତାଳଚେର ସହରର ହାଣ୍ଡିଧୁଆଁ ଏବଂ ଚମ୍ପାପଶି ଇନ୍‌କ୍ଲାଇନ୍ ଖଣିରୁ ପର୍ଯ୍ୟାପ୍ତ ପରିମାଣରେ କୋଇଲା କାଢି ନିଆଯାଉଛି । ଏହି କୋଇଲା ଖଣିରୁ ଯେତିକି କୋଇଲା ଉତ୍ତୋଳନ କରାଯିବ, ସେଠାରେ ସେତିକି ପରିମାଣର ବାଲି ଭର୍ତ୍ତି କରାଯିବା ନିୟମ ରହିଛି । କିନ୍ତୁ ଏହି ନିୟମ ଠିକ୍ ଭାବେ ପାଳନ କରାଯାଉନାହିଁ । ଫଳରେ ହାଣ୍ଡିଧୁଆଁ ଜେଟେଟି କୋଇଲା ଖଣ୍ଡ ଉପରେ ତାଳଚେର ସହର ତିଷ୍ଠି ରହିଛି । ଏଥିପାଇଁ ତାଳଚେରବାସୀ ସର୍ବଦା ଭୟରେ କାଳ କାଟୁଛନ୍ତି । ମାଟି ଦବିଯିବା, ଘର ଫାଟିବା, ଘର ଭୁଷୁଡ଼ି ପଡିବା ଘଟଣା ବାରମ୍ବାର ଘଟୁଛି ।: [1248, 181, 1520, 655]
bullet-icon: ●: [956, 31, 974, 55]
story3-column-3-upper: [931, 1786, 1083, 2224]
story3-column-3-side: [1087, 1786, 1239, 2224]
coal-mine-photo: [559, 273, 962, 515]
story1-column-4: [971, 179, 1239, 761]
masthead-bar: [25, 18, 1520, 68]
story1-column-2a: [327, 179, 559, 359]
